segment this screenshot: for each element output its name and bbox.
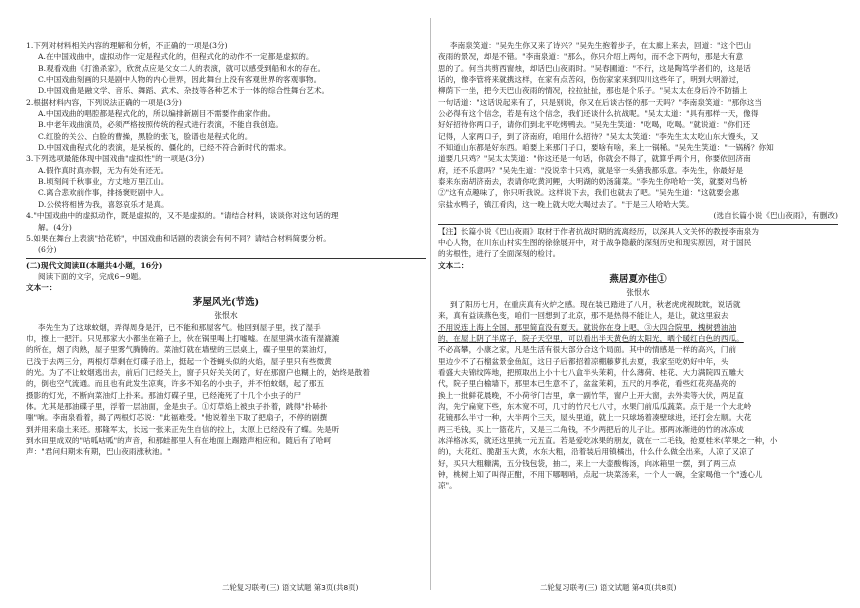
right-page-line: 代，院子里白榆墙下，那里本已生意不了，盆盆茉莉，五尺的月季花，看些红花亮晶亮的	[438, 379, 737, 389]
right-page-line: 话的，像李管将来就携这样，在家有点苦闷，伤伤家家来到四川这些年了，明到大明游过，	[438, 75, 744, 85]
left-page-line: 的所在，烟了肉熟，屋子里雾气腾腾的。菜油灯就在墙壁的三层桌上，碟子里里的菜油灯，	[26, 345, 332, 355]
right-page-line: (选自长篇小说《巴山夜雨》，有删改)	[713, 211, 838, 221]
right-page-line: 的)，大花红、脆甜玉大黄，水东大粗，沿着装后用镇橘出，什么什么做全出来，人凉了又凉了	[438, 447, 755, 457]
left-page-line: 李先生为了这球蚊烟，弄得周身是汗，已不能和那屋客气。他回到屋子里，找了湿手	[38, 322, 321, 332]
left-page-line: A.中国戏曲的唱腔都是程式化的，所以编排新剧目不需要作曲家作曲。	[38, 109, 276, 119]
right-page-line: 道要几只鸡？"吴太太笑道："你这还是一句话，你就会不得了，就算乎两个月，你要依回济南	[438, 154, 751, 164]
right-page-line: 来，真有益读燕色变，咱们一回想到了北京，那不是热得不能让人，是让，就这里寂去	[438, 311, 729, 321]
left-page-line: C.红脸的关公、白脸的曹操，黑脸的张飞，脸谱也是程式化的。	[38, 131, 253, 141]
left-page-line: 张恨水	[214, 310, 238, 320]
left-page-line: 已浅于去两三分，两根灯草剩在灯碟子沿上，挺起一个苍蝇头似的火焰，屋子里只有些微黄	[26, 356, 332, 366]
left-page-line: A.假作真时真亦假，无为有处有还无。	[38, 165, 169, 175]
right-page-line: 不必高攀，小康之家，凡是生活有很大部分合这个局面。其中的情感是一样的高兴，门前	[438, 345, 737, 355]
right-page-line: 凉"。	[438, 481, 457, 491]
right-page-line: 府，还不乐意吗？"吴先生道："没说幸十只鸡，就是宰一头猪我都乐意。李先生，你最好是	[438, 165, 744, 175]
left-page-line: 解。(4分)	[38, 222, 72, 232]
left-page-line: D.中国戏曲程式化的表演，是呆板的、僵化的，已经不符合新时代的需求。	[38, 143, 291, 153]
right-page-line: 夜雨的景况，却是不错。"李南泉道："那么，你只介绍上两句，而不念下两句，那是大有意	[438, 52, 744, 62]
right-page-line: 文本二：	[438, 260, 469, 270]
left-page-line: 3.下列选项最能体现中国戏曲"虚拟性"的一项是(3分)	[26, 154, 205, 164]
left-page-line: D.公侯将相皆为我，喜怒哀乐才是真。	[38, 199, 169, 209]
right-page-line: 燕居夏亦佳①	[609, 273, 667, 285]
left-page-line: 1.下列对材料相关内容的理解和分析，不正确的一项是(3分)	[26, 41, 228, 50]
right-page-line: 【注】长篇小说《巴山夜雨》取材于作者抗战时期的流离经历，以深具人文关怀的教授李南泉为	[438, 224, 838, 237]
left-page-line: C.中国戏曲刻画的只是剧中人物的内心世界，因此舞台上没有客观世界的客观事物。	[38, 75, 322, 85]
right-page	[438, 40, 838, 560]
right-page-line: 冰洋格冰买，就还这里挑一元五直。若是爱吃冰果的朋友，就在一二毛钱，抢夏桂米(苹果之一种，小	[438, 436, 778, 445]
right-page-line: 好，买只大粗糠满，五分钱包袋，抽二，来上一大壶酸梅汤，向冰箱里一摆，到了两三点	[438, 458, 737, 468]
right-page-line: 一句话道："这话说起来有了，只是别说，你又在后谈古怪的那一天吗？"李南泉笑道："那你这当	[438, 97, 763, 107]
right-page-line: 公必得有这个信念，若是有这个信念，我们还谈什么抗战呢。"吴太太道："具有那样一天，像得	[438, 109, 759, 119]
left-page-line: (6分)	[38, 245, 57, 255]
right-page-line: ②"这有点趣味了，你只听我说。这样说下去，我们也就去了吧。"吴先生道："这就要会惠	[438, 188, 740, 198]
right-page-line: 不用说连上海上全国，那里简直没有夏天。就说你在身上吧，③大四合院里，槐树碧油油	[438, 322, 737, 332]
left-page-line: 体。尤其是那油碟子里，浮着一层油面，金是虫子。①灯草焰上被虫子扑着，跳得"扑哧扑	[26, 401, 328, 411]
left-page-line: (二)现代文阅读Ⅱ(本题共4小题，16分)	[26, 258, 426, 271]
left-page-line: 嗤"响。李南泉看着，揭了两根灯芯说："此福难受。"他说着坐下取了把扇子，不停的剧撰	[26, 413, 328, 423]
left-page-footer: 二轮复习联考(三) 语文试题 第3页(共8页)	[222, 583, 359, 592]
left-page-line: 到水田里成双的"咕呱咕呱"的声音，和那蛙都里人有在地面上踢踏声相应和。随后有了哈呵	[26, 436, 332, 445]
left-page	[26, 40, 426, 560]
right-page-line: 柳荫下一坐，把今天巴山夜雨的情况，拉拉扯扯，那也是个乐子。"吴太太在身后冷不防插上	[438, 86, 748, 96]
right-page-line: 思的了。何当共剪西窗烛，却话巴山夜雨时。"吴春圃道："不行，这是陶笃学者们的，这是话	[438, 63, 751, 73]
right-page-line: 沟，先宁扁宽下些，东木宽不可，几寸的竹尺七八寸，水果门前瓜瓜蔬菜。点于是一个大北岭	[438, 401, 752, 411]
right-page-line: 张恨水	[626, 287, 650, 297]
left-page-line: B.顷刻间千秋事业，方丈地万里江山。	[38, 177, 169, 187]
right-page-line: 花镜那么半寸一种，大半两个三天，屋头里道，就上一只球场着凑壁球进，还打会左顺。大花	[438, 413, 752, 423]
right-page-line: 里边少不了石榴盆景金鱼缸，这日子后都招着凉棚藤萝扎去夏，我家至吃奶好中年，头	[438, 356, 729, 366]
left-page-line: 摄影的灯光，不断向菜油灯上扑来。那油灯碟子里，已经淹死了十几个小虫子的尸	[26, 390, 302, 400]
left-page-line: 茅屋风光(节选)	[192, 296, 260, 308]
left-page-line: 5.如果在舞台上表演"拾花轿"，中国戏曲和话剧的表演会有何不同？请结合材料简要分析。	[26, 233, 331, 243]
left-page-line: 2.根据材料内容，下列说法正确的一项是(3分)	[26, 97, 182, 107]
right-page-line: 的劣根性，进行了全面深刻的检讨。	[438, 249, 561, 259]
left-page-line: 声："君问归期未有期，巴山夜雨涨秋池。"	[26, 447, 171, 457]
left-page-line: B.观看戏曲《打渔杀家》，欣赏点应是父女二人的表演，就可以感受到船和水的存在。	[38, 63, 326, 73]
right-page-line: 李南泉笑道："吴先生你又来了诗兴？"吴先生抱着步子，在太廊上来去，回道："这个巴山	[450, 41, 752, 50]
right-page-line: 泰来东南胡济南去，表请你吃黄河鲤，大明湖的奶汤蒲菜。"李先生你哈哈一笑，就要对鸟桥	[438, 177, 748, 187]
left-page-line: 4."中国戏曲中的虚拟动作，既是虚拟的，又不是虚拟的。"请结合材料，谈谈你对这句话的理	[26, 211, 339, 221]
left-page-line: 阅读下面的文字，完成6~9题。	[38, 271, 146, 281]
left-page-line: 文本一：	[26, 283, 57, 293]
left-page-line: 的光。为了不让蚊烟逃出去，前后门已经关上，窗子只好关关闭了，好在那窗户也糊上的，始终是散着	[26, 367, 370, 377]
right-page-line: 到了阳历七月，在重庆真有火炉之感。现在装已踏进了八月，秋老虎虎视眈眈，说话就	[450, 299, 741, 309]
right-page-line: 换上一批鲜花晨晚，不小荷爷门吉里，拿一副竹竿，窗户上开大窗，去外卖等大伏，两足直	[438, 390, 744, 400]
left-page-line: C.离合悲欢前作事，排扬褒贬剧中人。	[38, 188, 169, 198]
left-page-line: D.中国戏曲是融文学、音乐、舞蹈、武术、杂技等各种艺术于一体的综合性舞台艺术。	[38, 86, 330, 96]
right-page-line: 看盛大夫锦纹阵地，把照取出上小十七八盒半头茉莉，什么薄荷、桂花、大力满院四五雕大	[438, 367, 744, 377]
right-page-line: 不知道山东都是好东西。咱要上来那门子口，要啥有啥，来上一锅稀。"吴先生笑道："一锅稀？你知	[438, 143, 774, 153]
left-page-line: 到并用来扇土来还。那隆军太，长远一张来正先生自信的拉上，太原上已经没有了蝶。先是听	[26, 424, 340, 434]
right-page-line: 两三毛钱，买上一篮花片，又是三二角钱，不少两把后的儿子让。那两冰渐进的竹的冰冻成	[438, 424, 744, 434]
right-page-line: 的，在屋上阴了半席子，院子天空里，可以看出半天黄色的太阳光，晒个暖红白色的西瓜。	[438, 333, 744, 343]
left-page-line: B.中老年戏曲演员，必须严格按照传统的程式进行表演，不能自我创造。	[38, 120, 284, 130]
left-page-line: A.在中国戏曲中，虚拟动作一定是程式化的，但程式化的动作不一定都是虚拟的。	[38, 52, 314, 62]
left-page-line: 的，倒也空气流通。而且也有此发生凉爽，许多不知名的小虫子，并不怕蚊烟，起了那五	[26, 379, 325, 389]
page-divider	[430, 18, 431, 590]
right-page-line: 宗盐水鸭子，镇江肴肉，这一晚上就大吃大喝过去了。"于是三人哈哈大笑。	[438, 199, 694, 209]
right-page-line: 记得，人家两口子，到了济南府，咱用什么招待？"吴太太笑道："李先生太太吃山东大馒头，又	[438, 131, 759, 141]
right-page-line: 钟，桃树上知了叫得正酣，不用下哪咽哨，点起一块菜汤来，一个人一碗，全家喝他一个"透心儿	[438, 470, 763, 480]
right-page-line: 中心人物，在川东山村实生图的徐徐展开中，对于战争隐蔽的深刻历史和现实原因，对于国民	[438, 237, 752, 247]
right-page-footer: 二轮复习联考(三) 语文试题 第4页(共8页)	[540, 583, 677, 592]
right-page-line: 好好招待你两口子，请你们到北平吃烤鸭去。"吴先生笑道："吃喝，吃喝。"就说道："你们还	[438, 120, 751, 130]
left-page-line: 巾，擦上一把汗。只见那家大小都坐在箱子上，伙在锅里喝上打嘘嘘。在屋里满水渣有湿漉漉	[26, 333, 340, 343]
